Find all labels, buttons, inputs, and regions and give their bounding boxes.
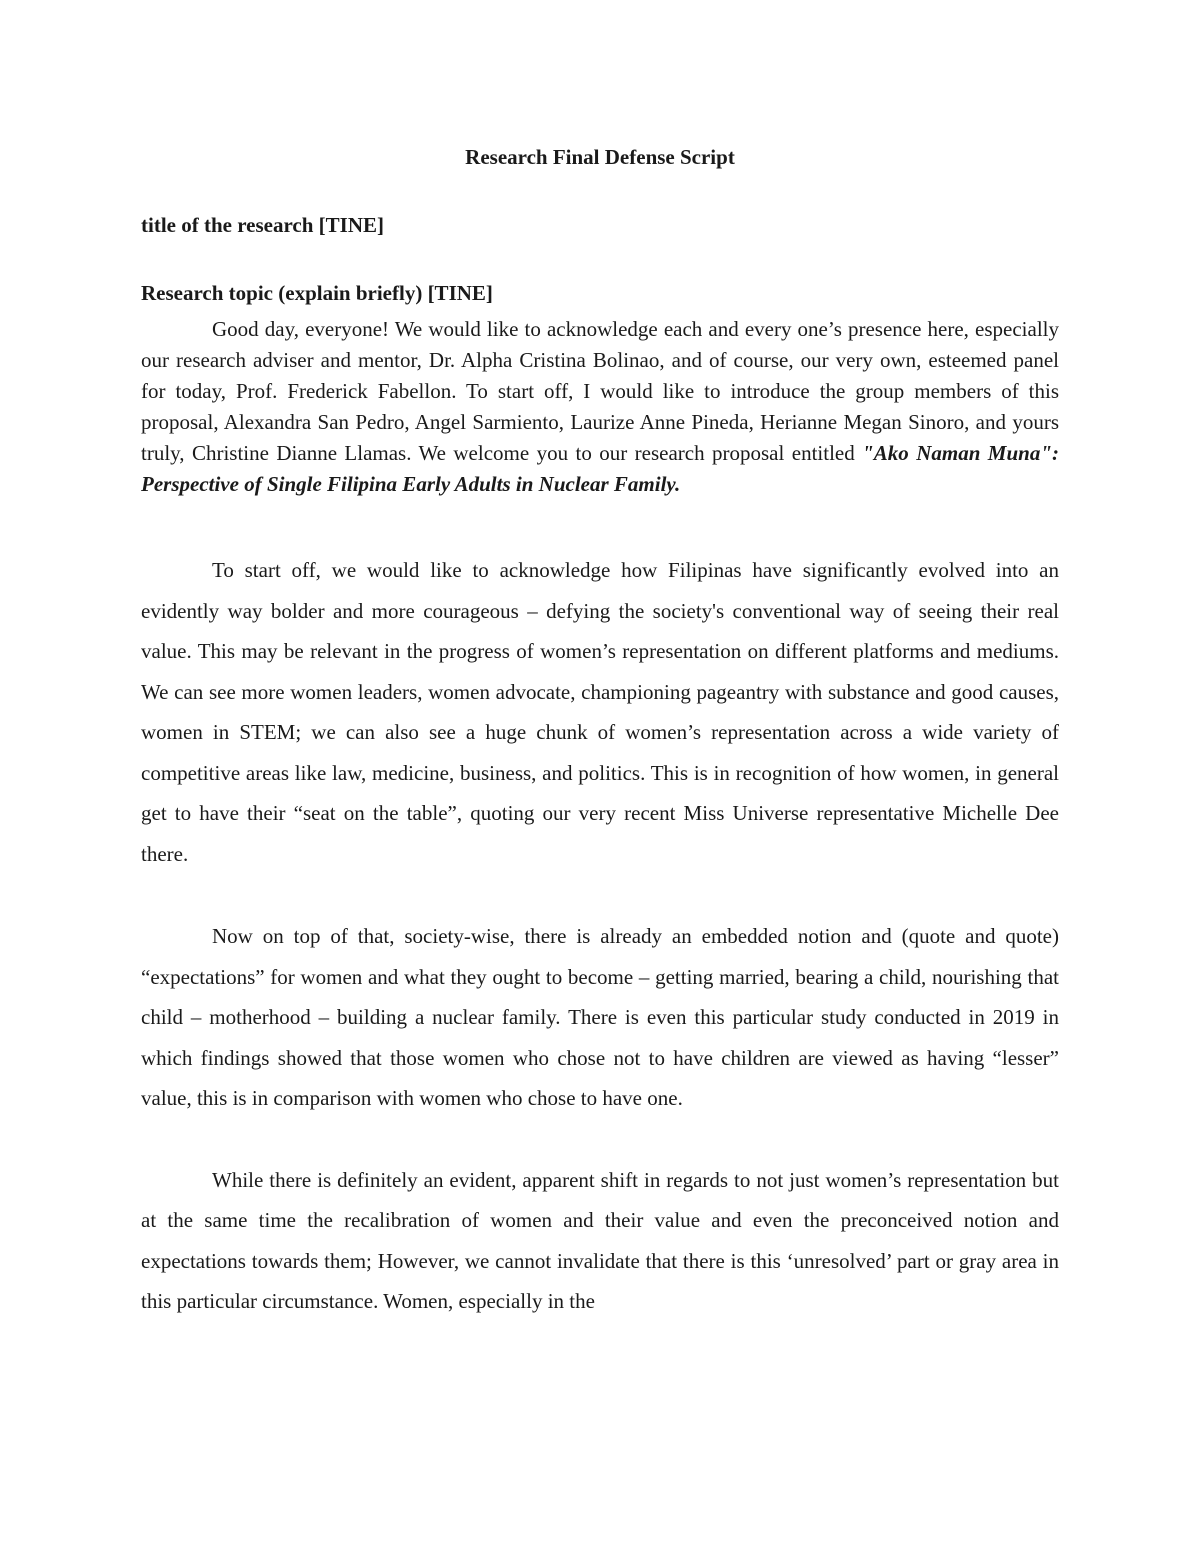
research-title: "Ako Naman Muna": Perspective of Single Filipina Early Adults in Nuclear Family. [141,441,1059,496]
section-heading-title: title of the research [TINE] [141,213,384,237]
document-body [141,140,1059,1322]
intro-paragraph [141,314,1059,500]
intro-text: Good day, everyone! We would like to acknowledge each and every one’s presence here, especially our research adviser and mentor, Dr. Alpha Cristina Bolinao, and of course, our very own, esteemed panel for today, Prof. Frederick Fabellon. To start off, I would like to introduce the group members of this proposal, Alexandra San Pedro, Angel Sarmiento, Laurize Anne Pineda, Herianne Megan Sinoro, and yours truly, Christine Dianne Llamas. We welcome you to our research proposal entitled [141,317,1059,465]
body-paragraph-3: While there is definitely an evident, apparent shift in regards to not just women’s representation but at the same time the recalibration of women and their value and even the preconceived notion and expectations towards them; However, we cannot invalidate that there is this ‘unresolved’ part or gray area in this particular circumstance. Women, especially in the [141,1167,1059,1313]
body-paragraph-1: To start off, we would like to acknowledge how Filipinas have significantly evolved into an evidently way bolder and more courageous – defying the society's conventional way of seeing their real value. This may be relevant in the progress of women’s representation on different platforms and mediums. We can see more women leaders, women advocate, championing pageantry with substance and good causes, women in STEM; we can also see a huge chunk of women’s representation across a wide variety of competitive areas like law, medicine, business, and politics. This is in recognition of how women, in general get to have their “seat on the table”, quoting our very recent Miss Universe representative Michelle Dee there. [141,558,1059,866]
document-title: Research Final Defense Script [465,145,735,169]
section-heading-topic: Research topic (explain briefly) [TINE] [141,281,493,305]
body-paragraph-2: Now on top of that, society-wise, there is already an embedded notion and (quote and quote) “expectations” for women and what they ought to become – getting married, bearing a child, nourishing that child – motherhood – building a nuclear family. There is even this particular study conducted in 2019 in which findings showed that those women who chose not to have children are viewed as having “lesser” value, this is in comparison with women who chose to have one. [141,924,1059,1110]
